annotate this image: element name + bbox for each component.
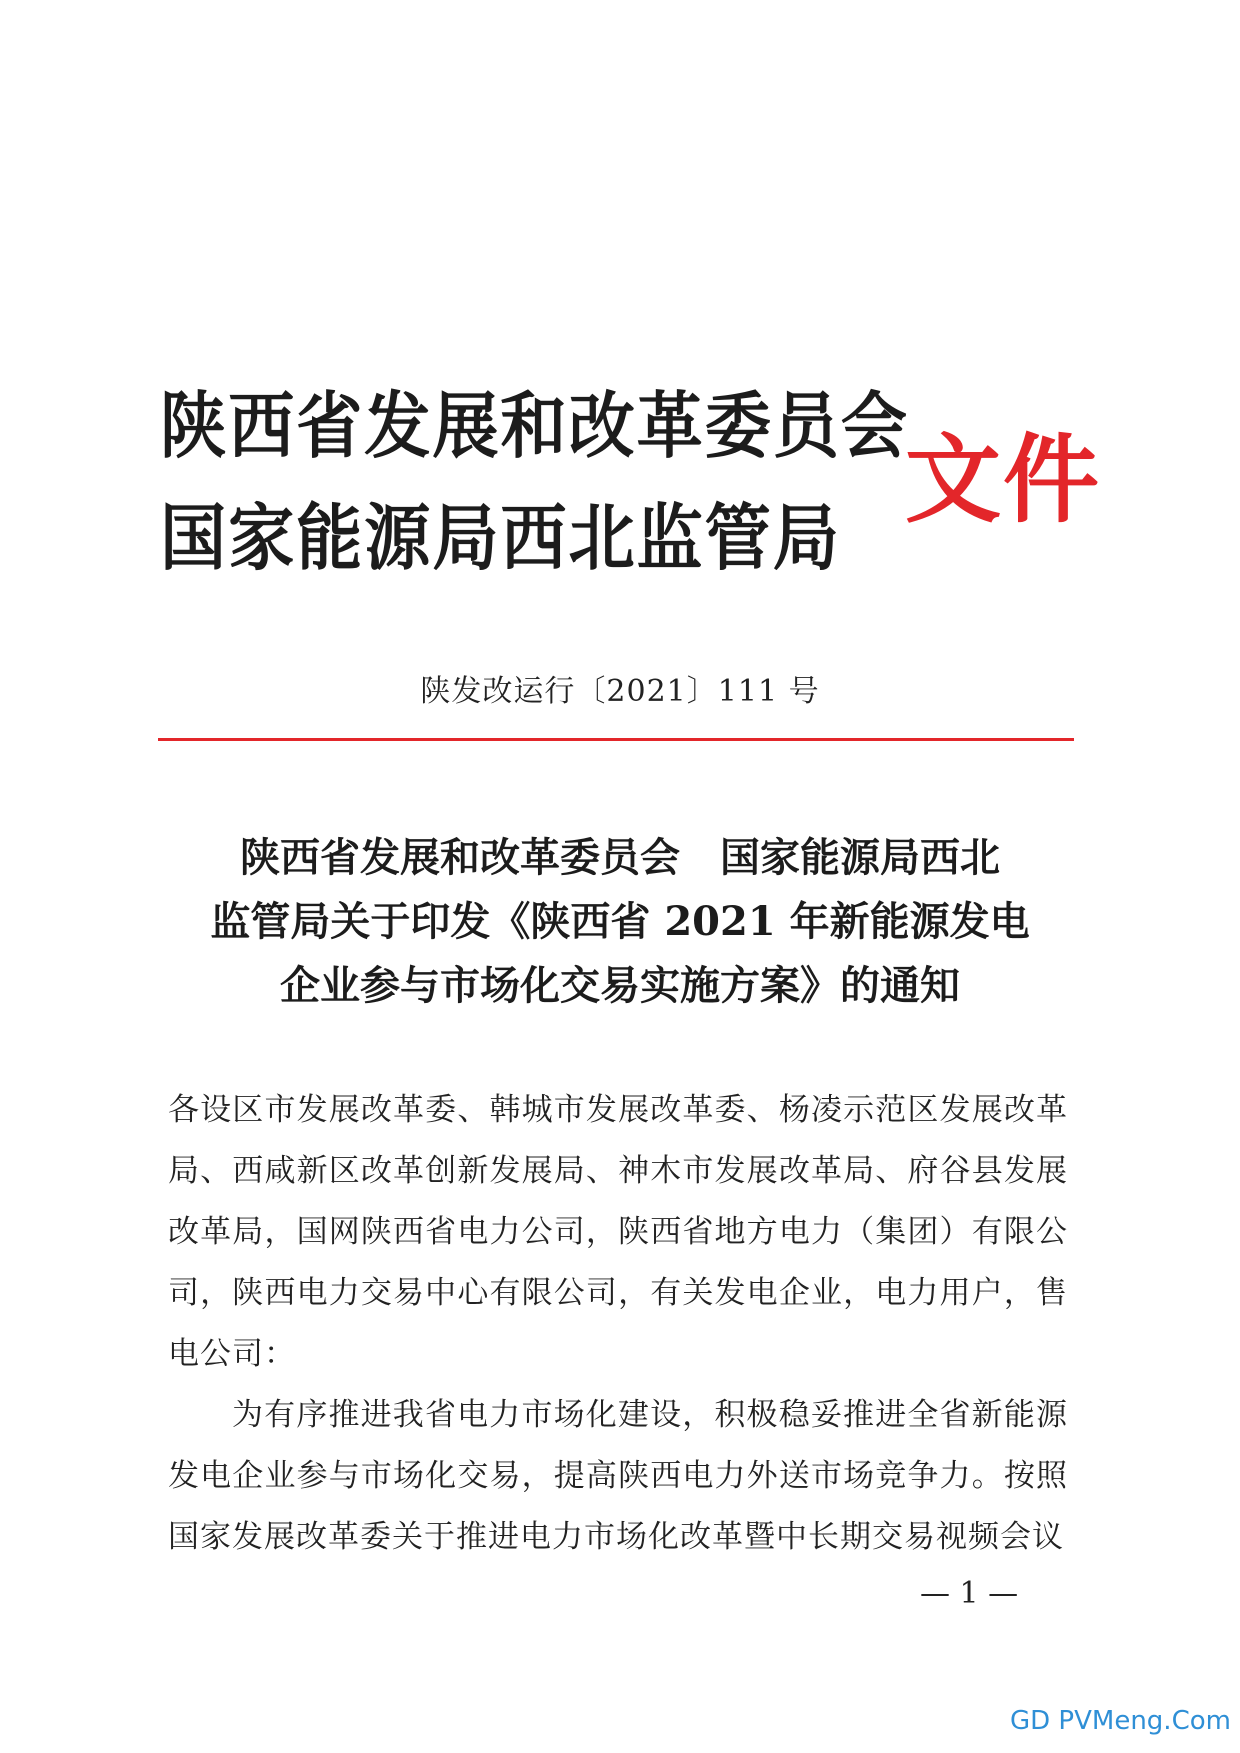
issuer-line-1: 陕西省发展和改革委员会 bbox=[160, 383, 909, 468]
issuer-line-2: 国家能源局西北监管局 bbox=[160, 495, 841, 580]
document-number: 陕发改运行〔2021〕111 号 bbox=[420, 674, 820, 709]
issuer-block bbox=[160, 370, 909, 594]
title-line-3: 企业参与市场化交易实施方案》的通知 bbox=[280, 962, 960, 1009]
red-divider-line bbox=[158, 738, 1074, 741]
site-watermark[interactable]: GD PVMeng.Com bbox=[1010, 1706, 1231, 1736]
title-line-1: 陕西省发展和改革委员会 国家能源局西北 bbox=[240, 834, 1000, 881]
document-body bbox=[168, 1080, 1068, 1568]
page-number: — 1 — bbox=[920, 1576, 1019, 1611]
title-line-2: 监管局关于印发《陕西省 2021 年新能源发电 bbox=[210, 898, 1030, 945]
document-type-label: 文件 bbox=[905, 423, 1101, 536]
salutation-paragraph: 各设区市发展改革委、韩城市发展改革委、杨凌示范区发展改革局、西咸新区改革创新发展局、神木市发展改革局、府谷县发展改革局，国网陕西省电力公司，陕西省地方电力（集团）有限公司，陕西电力交易中心有限公司，有关发电企业，电力用户，售电公司： bbox=[168, 1092, 1068, 1372]
document-title bbox=[150, 826, 1090, 1018]
body-paragraph-1: 为有序推进我省电力市场化建设，积极稳妥推进全省新能源发电企业参与市场化交易，提高陕西电力外送市场竞争力。按照国家发展改革委关于推进电力市场化改革暨中长期交易视频会议 bbox=[168, 1397, 1068, 1555]
